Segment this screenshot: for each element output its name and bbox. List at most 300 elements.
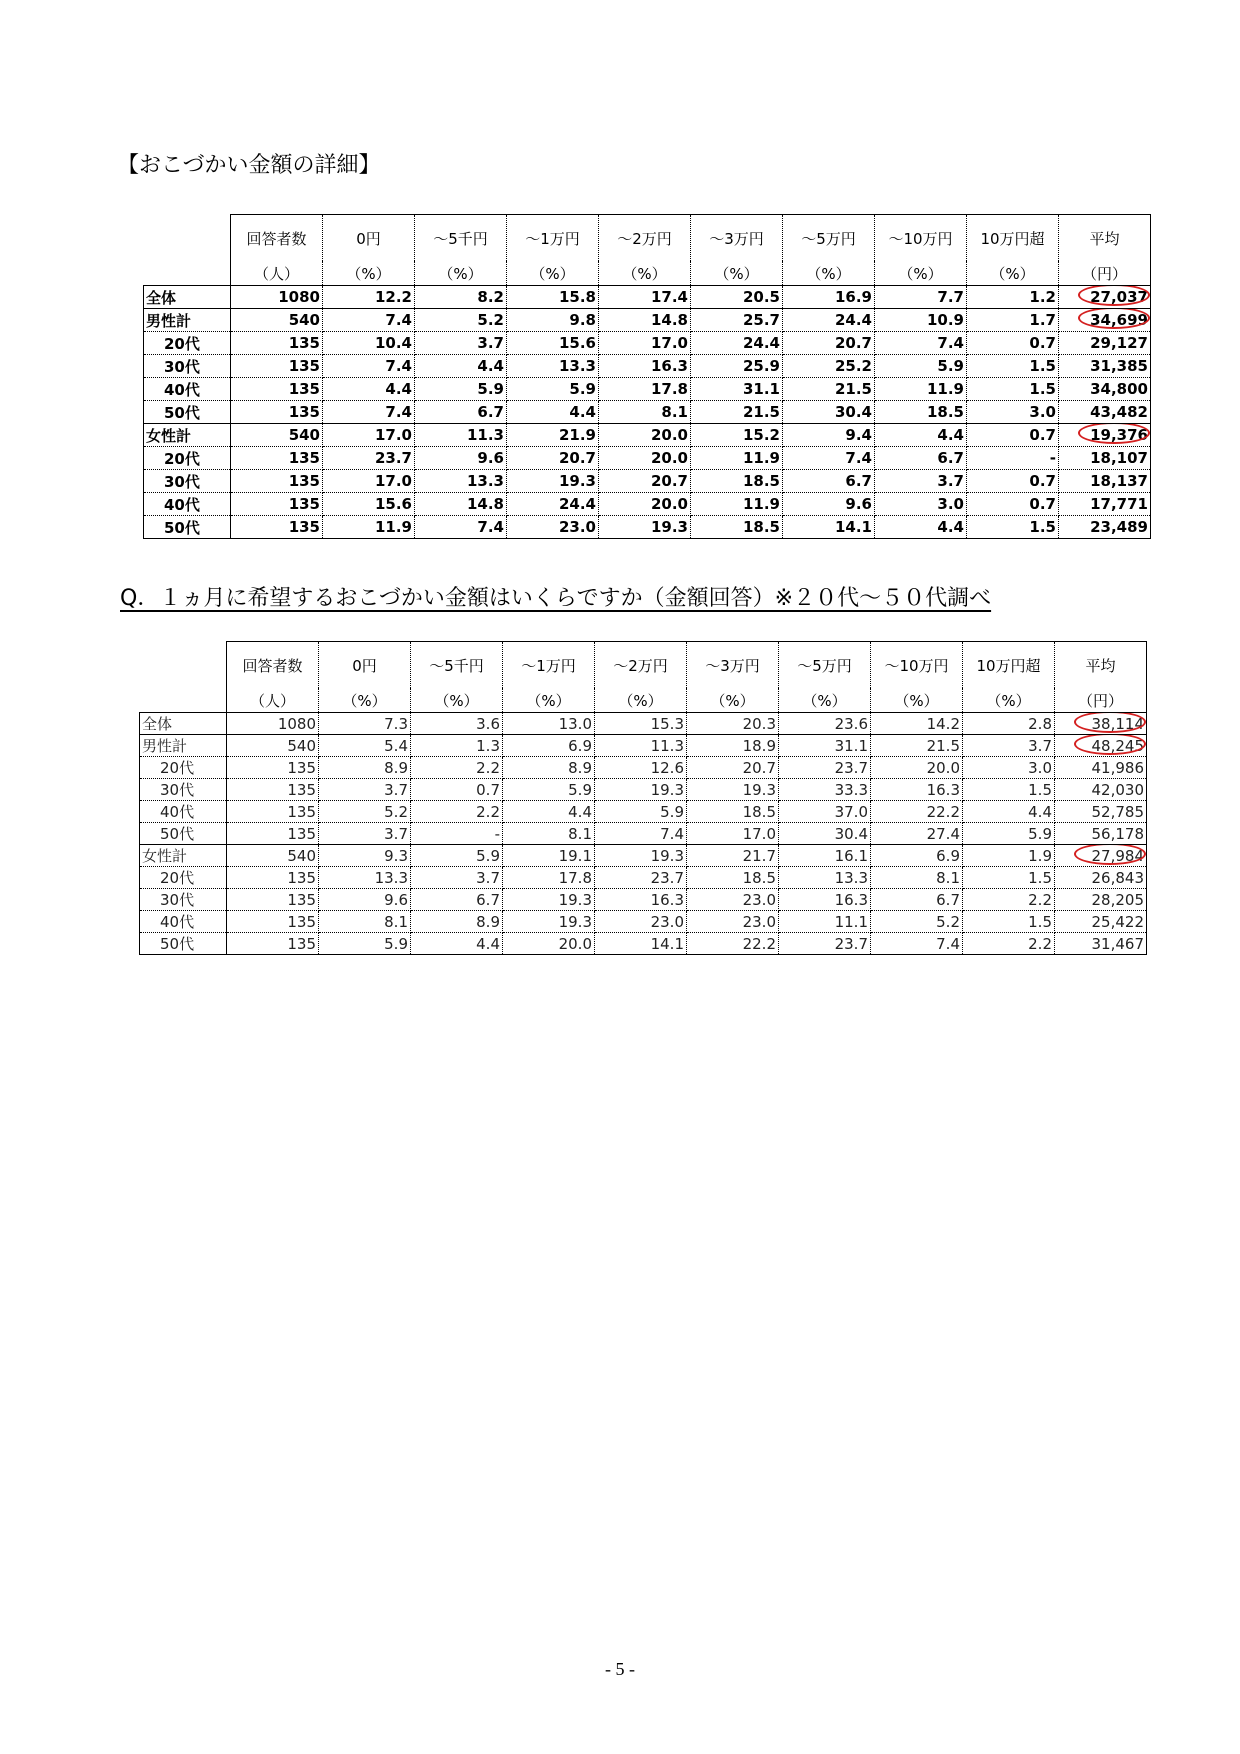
highlight-circle — [1078, 309, 1150, 330]
value-cell: 135 — [227, 801, 319, 823]
table-row — [140, 713, 1147, 735]
value-cell: 18.5 — [875, 401, 967, 424]
table-row — [140, 735, 1147, 757]
column-header: 0円 — [323, 215, 415, 262]
value-cell: 135 — [227, 889, 319, 911]
column-header: ～5万円 — [779, 642, 871, 689]
value-cell: 5.9 — [507, 378, 599, 401]
value-cell: 21.5 — [691, 401, 783, 424]
value-cell: 8.1 — [599, 401, 691, 424]
value-cell: 14.8 — [415, 493, 507, 516]
value-cell: 9.8 — [507, 309, 599, 332]
value-cell: 21.9 — [507, 424, 599, 447]
value-cell: 1080 — [227, 713, 319, 735]
value-cell: 31.1 — [779, 735, 871, 757]
value-cell: 13.3 — [415, 470, 507, 493]
value-cell: 24.4 — [691, 332, 783, 355]
value-cell: 6.9 — [503, 735, 595, 757]
value-cell: 3.0 — [875, 493, 967, 516]
page-number: - 5 - — [605, 1659, 635, 1679]
unit-label: （%） — [783, 261, 875, 286]
value-cell: 1.5 — [963, 779, 1055, 801]
value-cell: 13.3 — [507, 355, 599, 378]
value-cell: 0.7 — [411, 779, 503, 801]
value-cell: 4.4 — [875, 424, 967, 447]
column-header: ～3万円 — [691, 215, 783, 262]
value-cell: 135 — [231, 493, 323, 516]
unit-label: （%） — [415, 261, 507, 286]
column-header: 回答者数 — [231, 215, 323, 262]
value-cell: 19.3 — [503, 889, 595, 911]
value-cell: 25.7 — [691, 309, 783, 332]
value-cell: 18.5 — [687, 801, 779, 823]
table-row — [140, 867, 1147, 889]
table-row — [140, 845, 1147, 867]
value-cell: 2.2 — [411, 757, 503, 779]
value-cell: 540 — [231, 424, 323, 447]
value-cell: 5.2 — [319, 801, 411, 823]
value-cell: 11.1 — [779, 911, 871, 933]
unit-row — [144, 261, 1151, 286]
value-cell: - — [967, 447, 1059, 470]
value-cell: 23.6 — [779, 713, 871, 735]
column-header: 平均 — [1055, 642, 1147, 689]
value-cell: 10.4 — [323, 332, 415, 355]
value-cell: 31.1 — [691, 378, 783, 401]
row-label: 20代 — [144, 332, 231, 355]
allowance-details-table — [143, 214, 1151, 539]
value-cell: 19.3 — [687, 779, 779, 801]
value-cell: 25.2 — [783, 355, 875, 378]
value-cell: 14.1 — [595, 933, 687, 955]
value-cell: 15.3 — [595, 713, 687, 735]
unit-label: （%） — [779, 688, 871, 713]
value-cell: 3.7 — [319, 823, 411, 845]
row-label: 男性計 — [140, 735, 227, 757]
row-label: 女性計 — [140, 845, 227, 867]
value-cell: 17.0 — [599, 332, 691, 355]
unit-label: （%） — [507, 261, 599, 286]
value-cell: 5.9 — [415, 378, 507, 401]
value-cell: 5.2 — [871, 911, 963, 933]
table-row — [144, 378, 1151, 401]
row-label: 40代 — [140, 801, 227, 823]
value-cell: 2.8 — [963, 713, 1055, 735]
value-cell: 6.9 — [871, 845, 963, 867]
value-cell: 6.7 — [411, 889, 503, 911]
table-row — [140, 933, 1147, 955]
value-cell: 5.4 — [319, 735, 411, 757]
value-cell: 135 — [227, 757, 319, 779]
value-cell: 21.5 — [783, 378, 875, 401]
value-cell: 3.7 — [319, 779, 411, 801]
value-cell: 19.3 — [507, 470, 599, 493]
header-corner — [144, 215, 231, 262]
unit-row — [140, 688, 1147, 713]
value-cell: 19.3 — [503, 911, 595, 933]
value-cell: 7.4 — [323, 309, 415, 332]
value-cell: 15.8 — [507, 286, 599, 309]
value-cell: 7.4 — [415, 516, 507, 539]
value-cell: 7.4 — [875, 332, 967, 355]
value-cell: 23.0 — [507, 516, 599, 539]
average-cell: 25,422 — [1055, 911, 1147, 933]
value-cell: 1.5 — [963, 867, 1055, 889]
value-cell: 1.7 — [967, 309, 1059, 332]
header-row — [140, 642, 1147, 689]
value-cell: 14.1 — [783, 516, 875, 539]
unit-label: （%） — [963, 688, 1055, 713]
value-cell: 5.9 — [503, 779, 595, 801]
row-label: 20代 — [144, 447, 231, 470]
unit-label: （%） — [319, 688, 411, 713]
average-cell: 23,489 — [1059, 516, 1151, 539]
table-row — [140, 911, 1147, 933]
value-cell: 9.4 — [783, 424, 875, 447]
value-cell: 3.7 — [411, 867, 503, 889]
value-cell: 0.7 — [967, 470, 1059, 493]
value-cell: 7.4 — [783, 447, 875, 470]
value-cell: 8.1 — [503, 823, 595, 845]
value-cell: 23.0 — [595, 911, 687, 933]
unit-label: （%） — [503, 688, 595, 713]
column-header: 回答者数 — [227, 642, 319, 689]
highlight-circle — [1074, 713, 1146, 734]
value-cell: 4.4 — [507, 401, 599, 424]
value-cell: 12.2 — [323, 286, 415, 309]
value-cell: 17.0 — [323, 424, 415, 447]
value-cell: 33.3 — [779, 779, 871, 801]
value-cell: 9.6 — [783, 493, 875, 516]
value-cell: 8.1 — [319, 911, 411, 933]
table-row — [144, 447, 1151, 470]
value-cell: 5.2 — [415, 309, 507, 332]
average-cell: 31,385 — [1059, 355, 1151, 378]
value-cell: 17.0 — [323, 470, 415, 493]
value-cell: 14.8 — [599, 309, 691, 332]
average-cell: 27,037 — [1059, 286, 1151, 309]
average-cell: 34,800 — [1059, 378, 1151, 401]
value-cell: 3.0 — [967, 401, 1059, 424]
unit-label: （%） — [691, 261, 783, 286]
value-cell: - — [411, 823, 503, 845]
value-cell: 30.4 — [783, 401, 875, 424]
value-cell: 135 — [231, 516, 323, 539]
value-cell: 1.3 — [411, 735, 503, 757]
value-cell: 18.5 — [691, 470, 783, 493]
value-cell: 9.6 — [319, 889, 411, 911]
highlight-circle — [1078, 286, 1150, 307]
row-label: 30代 — [140, 889, 227, 911]
value-cell: 1.5 — [963, 911, 1055, 933]
average-cell: 19,376 — [1059, 424, 1151, 447]
column-header: ～5万円 — [783, 215, 875, 262]
average-cell: 18,137 — [1059, 470, 1151, 493]
average-cell: 52,785 — [1055, 801, 1147, 823]
value-cell: 4.4 — [875, 516, 967, 539]
table-row — [140, 823, 1147, 845]
value-cell: 7.4 — [323, 401, 415, 424]
value-cell: 22.2 — [687, 933, 779, 955]
section-title-desired-allowance: Q．１ヵ月に希望するおこづかい金額はいくらですか（金額回答）※２０代～５０代調べ — [120, 586, 992, 611]
table-row — [144, 286, 1151, 309]
value-cell: 3.7 — [415, 332, 507, 355]
value-cell: 23.7 — [779, 757, 871, 779]
unit-label: （円） — [1055, 688, 1147, 713]
row-label: 40代 — [144, 493, 231, 516]
average-cell: 56,178 — [1055, 823, 1147, 845]
value-cell: 24.4 — [507, 493, 599, 516]
value-cell: 6.7 — [783, 470, 875, 493]
table-row — [144, 516, 1151, 539]
column-header: 平均 — [1059, 215, 1151, 262]
value-cell: 15.6 — [323, 493, 415, 516]
value-cell: 540 — [227, 735, 319, 757]
value-cell: 5.9 — [875, 355, 967, 378]
table-row — [140, 779, 1147, 801]
value-cell: 19.1 — [503, 845, 595, 867]
column-header: ～5千円 — [411, 642, 503, 689]
value-cell: 16.3 — [871, 779, 963, 801]
value-cell: 30.4 — [779, 823, 871, 845]
average-cell: 28,205 — [1055, 889, 1147, 911]
average-cell: 31,467 — [1055, 933, 1147, 955]
value-cell: 9.6 — [415, 447, 507, 470]
value-cell: 23.7 — [779, 933, 871, 955]
unit-label: （%） — [687, 688, 779, 713]
value-cell: 5.9 — [319, 933, 411, 955]
value-cell: 6.7 — [871, 889, 963, 911]
row-label: 50代 — [140, 823, 227, 845]
value-cell: 0.7 — [967, 424, 1059, 447]
value-cell: 3.0 — [963, 757, 1055, 779]
value-cell: 20.3 — [687, 713, 779, 735]
value-cell: 1.5 — [967, 355, 1059, 378]
value-cell: 19.3 — [599, 516, 691, 539]
average-cell: 17,771 — [1059, 493, 1151, 516]
value-cell: 16.1 — [779, 845, 871, 867]
value-cell: 0.7 — [967, 493, 1059, 516]
table-row — [144, 401, 1151, 424]
table-row — [144, 493, 1151, 516]
value-cell: 4.4 — [503, 801, 595, 823]
value-cell: 18.5 — [691, 516, 783, 539]
header-row — [144, 215, 1151, 262]
table-row — [140, 889, 1147, 911]
value-cell: 20.7 — [783, 332, 875, 355]
value-cell: 18.5 — [687, 867, 779, 889]
value-cell: 11.9 — [323, 516, 415, 539]
value-cell: 8.9 — [503, 757, 595, 779]
value-cell: 23.7 — [323, 447, 415, 470]
average-cell: 42,030 — [1055, 779, 1147, 801]
row-label: 男性計 — [144, 309, 231, 332]
value-cell: 6.7 — [875, 447, 967, 470]
value-cell: 12.6 — [595, 757, 687, 779]
value-cell: 17.0 — [687, 823, 779, 845]
column-header: ～3万円 — [687, 642, 779, 689]
value-cell: 27.4 — [871, 823, 963, 845]
unit-label: （%） — [599, 261, 691, 286]
value-cell: 11.3 — [415, 424, 507, 447]
average-cell: 43,482 — [1059, 401, 1151, 424]
unit-label: （円） — [1059, 261, 1151, 286]
unit-corner — [144, 261, 231, 286]
row-label: 全体 — [140, 713, 227, 735]
value-cell: 15.6 — [507, 332, 599, 355]
average-cell: 18,107 — [1059, 447, 1151, 470]
value-cell: 11.9 — [691, 447, 783, 470]
value-cell: 135 — [231, 378, 323, 401]
unit-label: （%） — [411, 688, 503, 713]
value-cell: 4.4 — [323, 378, 415, 401]
column-header: ～1万円 — [503, 642, 595, 689]
value-cell: 11.9 — [691, 493, 783, 516]
unit-label: （人） — [231, 261, 323, 286]
highlight-circle — [1074, 845, 1146, 866]
unit-label: （%） — [875, 261, 967, 286]
value-cell: 20.0 — [503, 933, 595, 955]
value-cell: 135 — [231, 355, 323, 378]
value-cell: 6.7 — [415, 401, 507, 424]
value-cell: 135 — [227, 779, 319, 801]
value-cell: 17.4 — [599, 286, 691, 309]
table-row — [144, 309, 1151, 332]
value-cell: 5.9 — [595, 801, 687, 823]
value-cell: 20.7 — [599, 470, 691, 493]
value-cell: 7.4 — [595, 823, 687, 845]
value-cell: 135 — [227, 823, 319, 845]
value-cell: 18.9 — [687, 735, 779, 757]
value-cell: 20.0 — [599, 447, 691, 470]
value-cell: 1.2 — [967, 286, 1059, 309]
value-cell: 7.4 — [871, 933, 963, 955]
value-cell: 1.9 — [963, 845, 1055, 867]
value-cell: 14.2 — [871, 713, 963, 735]
value-cell: 5.9 — [963, 823, 1055, 845]
value-cell: 2.2 — [963, 889, 1055, 911]
row-label: 50代 — [144, 516, 231, 539]
unit-label: （人） — [227, 688, 319, 713]
value-cell: 20.7 — [507, 447, 599, 470]
row-label: 女性計 — [144, 424, 231, 447]
value-cell: 2.2 — [963, 933, 1055, 955]
value-cell: 22.2 — [871, 801, 963, 823]
value-cell: 16.9 — [783, 286, 875, 309]
value-cell: 1.5 — [967, 516, 1059, 539]
value-cell: 19.3 — [595, 779, 687, 801]
value-cell: 135 — [231, 470, 323, 493]
value-cell: 37.0 — [779, 801, 871, 823]
highlight-circle — [1074, 735, 1146, 756]
table-row — [140, 757, 1147, 779]
average-cell: 34,699 — [1059, 309, 1151, 332]
value-cell: 11.9 — [875, 378, 967, 401]
unit-label: （%） — [871, 688, 963, 713]
column-header: ～2万円 — [599, 215, 691, 262]
value-cell: 20.7 — [687, 757, 779, 779]
value-cell: 3.6 — [411, 713, 503, 735]
value-cell: 16.3 — [779, 889, 871, 911]
value-cell: 17.8 — [599, 378, 691, 401]
section-title-allowance-details: 【おこづかい金額の詳細】 — [117, 153, 381, 178]
column-header: 0円 — [319, 642, 411, 689]
value-cell: 8.2 — [415, 286, 507, 309]
value-cell: 13.0 — [503, 713, 595, 735]
value-cell: 10.9 — [875, 309, 967, 332]
column-header: ～2万円 — [595, 642, 687, 689]
value-cell: 21.7 — [687, 845, 779, 867]
value-cell: 8.9 — [411, 911, 503, 933]
column-header: 10万円超 — [963, 642, 1055, 689]
value-cell: 23.0 — [687, 889, 779, 911]
table-row — [140, 801, 1147, 823]
highlight-circle — [1078, 424, 1150, 445]
row-label: 50代 — [144, 401, 231, 424]
value-cell: 3.7 — [963, 735, 1055, 757]
average-cell: 27,984 — [1055, 845, 1147, 867]
average-cell: 26,843 — [1055, 867, 1147, 889]
value-cell: 25.9 — [691, 355, 783, 378]
value-cell: 9.3 — [319, 845, 411, 867]
average-cell: 48,245 — [1055, 735, 1147, 757]
table-row — [144, 424, 1151, 447]
value-cell: 20.0 — [871, 757, 963, 779]
value-cell: 7.3 — [319, 713, 411, 735]
row-label: 30代 — [140, 779, 227, 801]
value-cell: 4.4 — [415, 355, 507, 378]
row-label: 40代 — [140, 911, 227, 933]
value-cell: 7.7 — [875, 286, 967, 309]
value-cell: 8.1 — [871, 867, 963, 889]
unit-label: （%） — [595, 688, 687, 713]
table-row — [144, 332, 1151, 355]
value-cell: 0.7 — [967, 332, 1059, 355]
unit-corner — [140, 688, 227, 713]
value-cell: 20.0 — [599, 424, 691, 447]
column-header: ～1万円 — [507, 215, 599, 262]
value-cell: 135 — [231, 332, 323, 355]
value-cell: 540 — [231, 309, 323, 332]
average-cell: 41,986 — [1055, 757, 1147, 779]
row-label: 50代 — [140, 933, 227, 955]
value-cell: 15.2 — [691, 424, 783, 447]
desired-allowance-table — [139, 641, 1147, 955]
column-header: ～5千円 — [415, 215, 507, 262]
row-label: 20代 — [140, 757, 227, 779]
unit-label: （%） — [967, 261, 1059, 286]
value-cell: 16.3 — [599, 355, 691, 378]
value-cell: 135 — [227, 911, 319, 933]
row-label: 全体 — [144, 286, 231, 309]
value-cell: 1.5 — [967, 378, 1059, 401]
value-cell: 21.5 — [871, 735, 963, 757]
value-cell: 135 — [231, 401, 323, 424]
row-label: 30代 — [144, 470, 231, 493]
header-corner — [140, 642, 227, 689]
value-cell: 135 — [227, 867, 319, 889]
table-row — [144, 355, 1151, 378]
value-cell: 16.3 — [595, 889, 687, 911]
value-cell: 20.0 — [599, 493, 691, 516]
value-cell: 13.3 — [319, 867, 411, 889]
value-cell: 2.2 — [411, 801, 503, 823]
value-cell: 5.9 — [411, 845, 503, 867]
value-cell: 540 — [227, 845, 319, 867]
value-cell: 8.9 — [319, 757, 411, 779]
value-cell: 23.7 — [595, 867, 687, 889]
value-cell: 1080 — [231, 286, 323, 309]
